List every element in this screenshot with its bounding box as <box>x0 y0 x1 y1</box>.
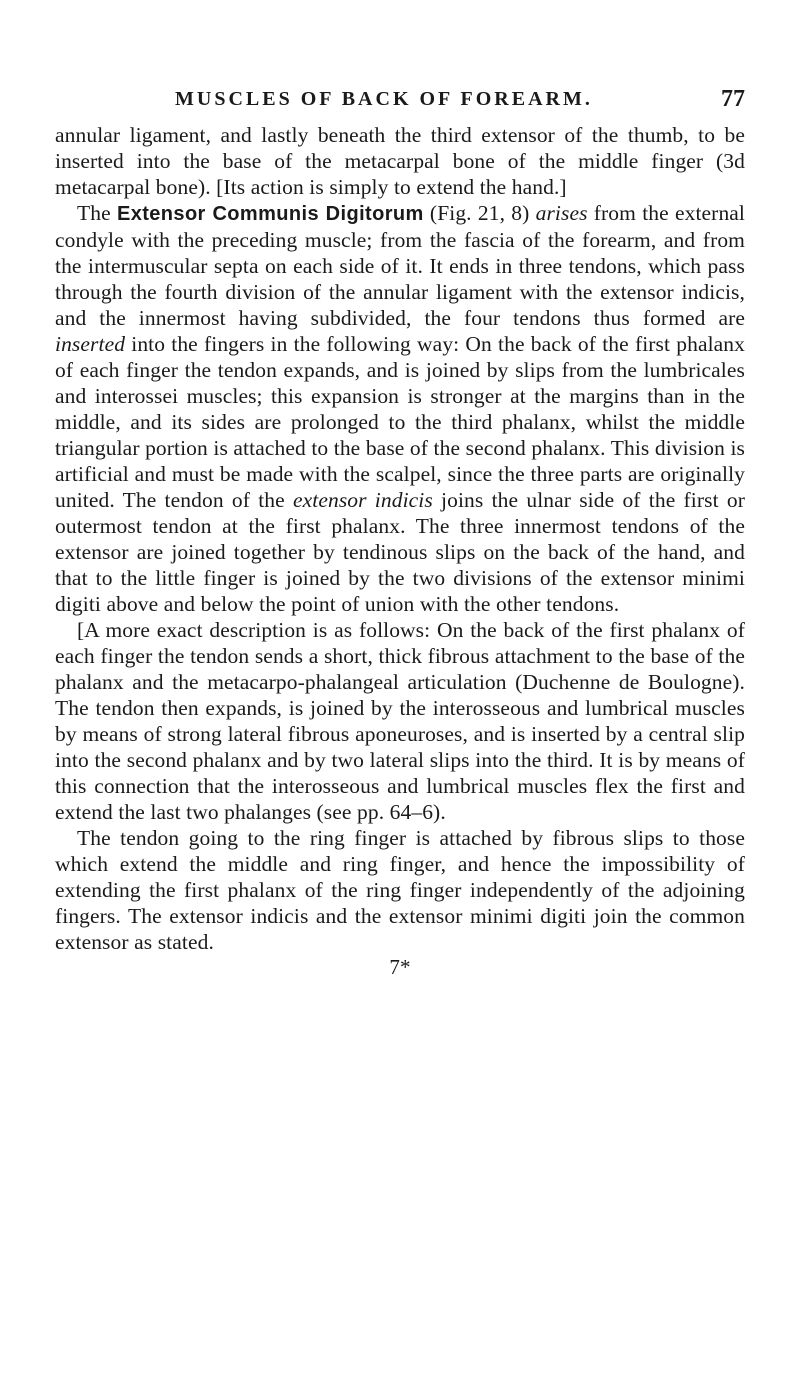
paragraph-lead: The <box>77 201 117 225</box>
page-number: 77 <box>721 86 745 112</box>
paragraph-exact-description: [A more exact description is as follows: On the back of the first phalanx of each finger the tendon sends a short, thick fibrous attachment to the base of the phalanx and the metacarpo-phalangeal articulation (Duchenne de Boulogne). The tendon then expands, is joined by the interosseous and lumbrical muscles by means of strong lateral fibrous aponeuroses, and is inserted by a central slip into the second phalanx and by two lateral slips into the third. It is by means of this connection that the interosseous and lumbrical muscles flex the first and extend the last two phalanges (see pp. 64–6). <box>55 618 745 824</box>
book-page <box>55 88 745 979</box>
italic-term: inserted <box>55 332 126 356</box>
muscle-name-heading: Extensor Communis Digitorum <box>116 203 424 225</box>
paragraph-text: from the external condyle with the preceding muscle; from the fascia of the forearm, and from the intermuscular septa on each side of it. It ends in three tendons, which pass through the fourth division of the annular ligament with the extensor indicis, and the innermost having subdivided, the four tendons thus formed are <box>55 201 746 330</box>
figure-reference: (Fig. 21, 8) <box>423 201 536 225</box>
paragraph-ring-finger: The tendon going to the ring finger is attached by fibrous slips to those which extend the middle and ring finger, and hence the impossibility of extending the first phalanx of the ring finger independently of the adjoining fingers. The extensor indicis and the extensor minimi digiti join the common extensor as stated. <box>55 826 745 954</box>
running-title: MUSCLES OF BACK OF FOREARM. <box>175 88 593 110</box>
italic-term: arises <box>535 201 588 225</box>
paragraph-extensor-communis <box>55 200 745 617</box>
paragraph-text: joins the ulnar side of the first or outermost tendon at the first phalanx. The three innermost tendons of the extensor are joined together by tendinous slips on the back of the hand, and that to the little finger is joined by the two divisions of the extensor minimi digiti above and below the point of union with the other tendons. <box>55 488 745 616</box>
italic-term: extensor indicis <box>292 488 433 512</box>
paragraph-text: into the fingers in the following way: On the back of the first phalanx of each finger the tendon expands, and is joined by slips from the lumbricales and interossei muscles; this expansion is stronger at the margins than in the middle, and its sides are prolonged to the third phalanx, whilst the middle triangular portion is attached to the base of the second phalanx. This division is artificial and must be made with the scalpel, since the three parts are originally united. The tendon of the <box>55 332 745 512</box>
body-text <box>55 122 745 979</box>
signature-mark: 7* <box>389 955 411 979</box>
paragraph-continuation: annular ligament, and lastly beneath the third extensor of the thumb, to be inserted into the base of the metacarpal bone of the middle finger (3d metacarpal bone). [Its action is simply to extend the hand.] <box>55 123 745 199</box>
running-head <box>55 88 745 122</box>
